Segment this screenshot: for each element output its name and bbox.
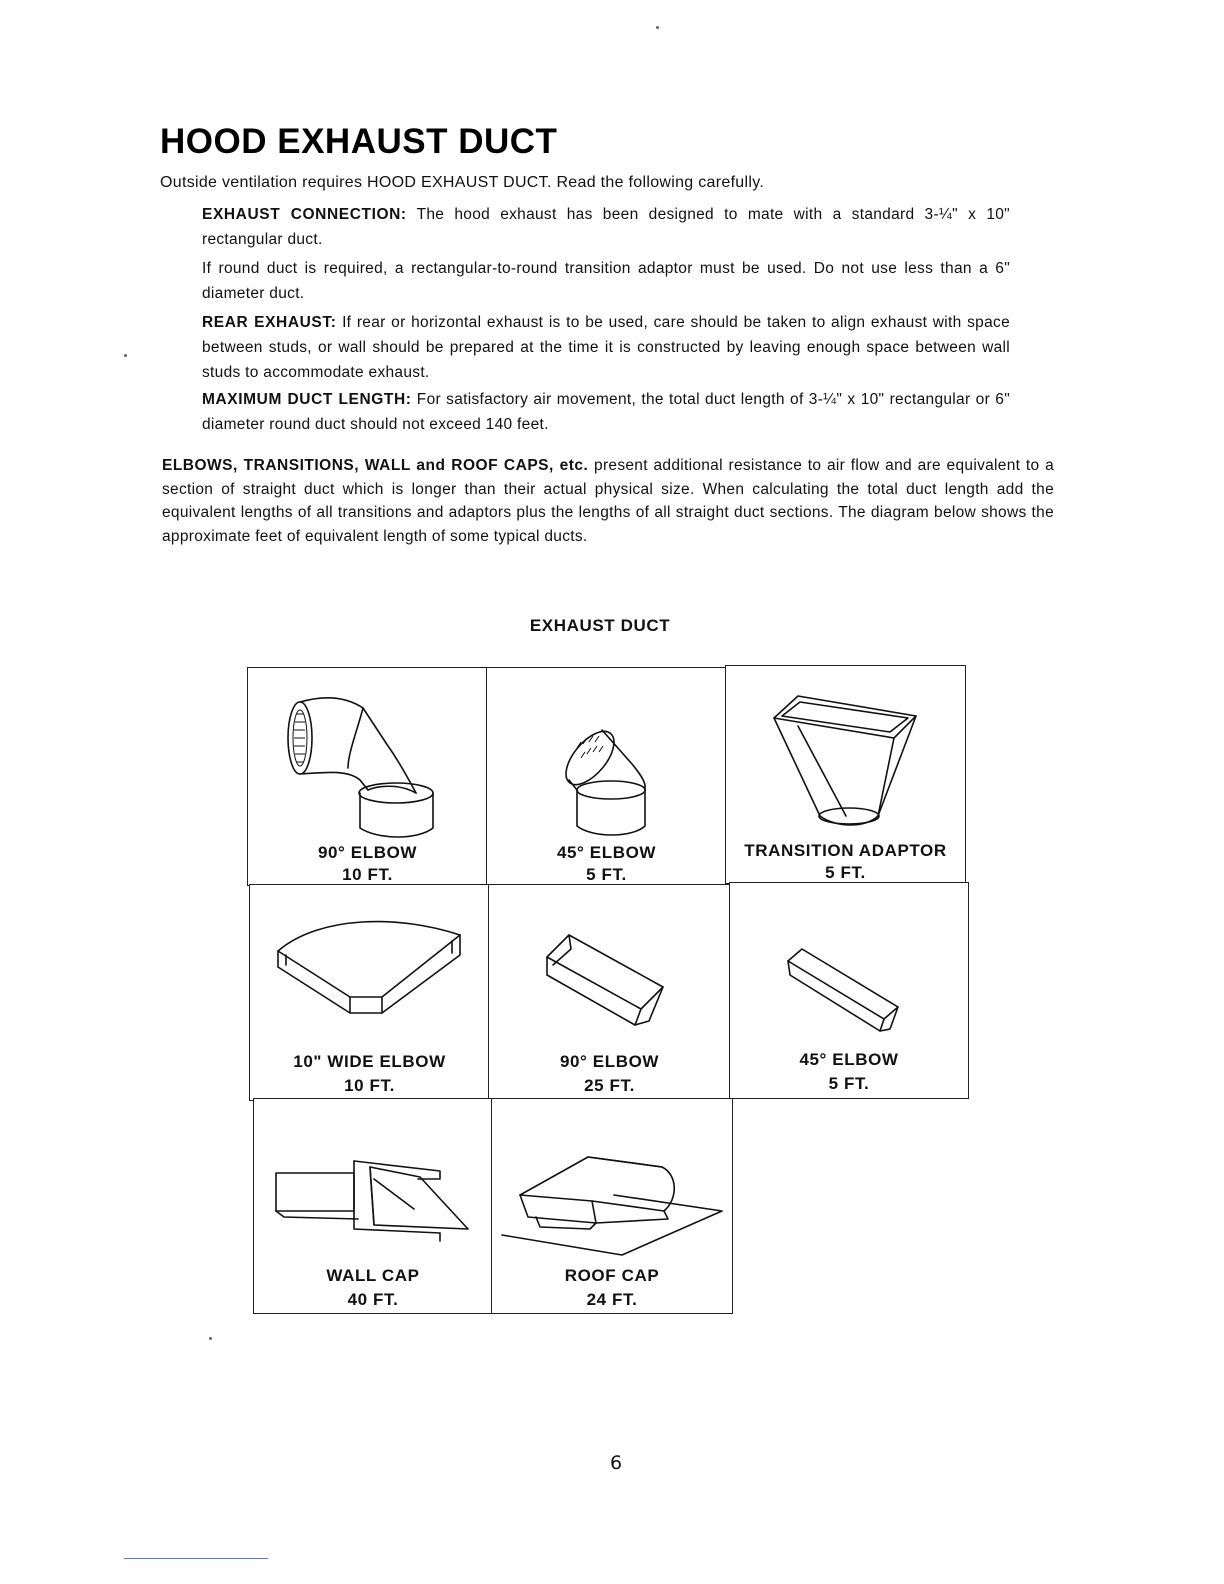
duct-length: 10 FT. [342, 865, 393, 884]
scan-speck [209, 1337, 212, 1340]
duct-length: 5 FT. [828, 1074, 870, 1093]
duct-name: ROOF CAP [564, 1266, 660, 1285]
round-duct-text: If round duct is required, a rectangular-to-round transition adaptor must be used. Do not use less than a 6" diameter duct. [202, 260, 1010, 302]
max-duct-length-text: For satisfactory air movement, the total duct length of 3-¼" x 10" rectangular or 6" diameter round duct should not exceed 140 feet. [202, 391, 1010, 433]
duct-name: WALL CAP [326, 1266, 420, 1285]
duct-length: 5 FT. [825, 863, 866, 882]
page-number: 6 [609, 1452, 623, 1474]
max-duct-length-heading: MAXIMUM DUCT LENGTH: [202, 391, 412, 408]
duct-cell-45-elbow [486, 667, 727, 886]
duct-cell-wall-cap [253, 1098, 493, 1314]
duct-cell-transition-adaptor [725, 665, 966, 884]
footer-divider [124, 1558, 268, 1559]
elbows-text: present additional resistance to air flow and are equivalent to a section of straight duct which is longer than their actual physical size. When calculating the total duct length add the equivalent lengths of all transitions and adaptors plus the lengths of all straight duct sections. The diagram below shows the approximate feet of equivalent length of some typical ducts. [162, 457, 1054, 545]
diagram-title: EXHAUST DUCT [529, 616, 671, 635]
duct-length: 10 FT. [344, 1076, 395, 1095]
exhaust-connection-text: The hood exhaust has been designed to mate with a standard 3-¼" x 10" rectangular duct. [202, 206, 1010, 248]
duct-name: 45° ELBOW [799, 1050, 899, 1069]
scan-speck [656, 26, 659, 29]
rear-exhaust-text: If rear or horizontal exhaust is to be used, care should be taken to align exhaust with space between studs, or wall should be prepared at the time it is constructed by leaving enough space between wall studs to accommodate exhaust. [202, 314, 1010, 381]
duct-name: 90° ELBOW [317, 843, 418, 862]
duct-name: 10" WIDE ELBOW [293, 1052, 446, 1071]
duct-length: 40 FT. [347, 1290, 399, 1309]
exhaust-connection-heading: EXHAUST CONNECTION: [202, 206, 407, 223]
duct-cell-90-elbow-rect [488, 884, 731, 1101]
exhaust-connection-paragraph [202, 202, 1010, 252]
rear-exhaust-paragraph [202, 310, 1010, 385]
duct-cell-10in-wide-elbow [249, 884, 490, 1101]
intro-text: Outside ventilation requires HOOD EXHAUST DUCT. Read the following carefully. [160, 174, 765, 191]
duct-length: 5 FT. [586, 865, 627, 884]
duct-length: 24 FT. [586, 1290, 638, 1309]
duct-name: 90° ELBOW [559, 1052, 660, 1071]
elbows-heading: ELBOWS, TRANSITIONS, WALL and ROOF CAPS, etc. [162, 457, 589, 474]
duct-cell-45-elbow-rect [729, 882, 969, 1099]
round-duct-paragraph [202, 256, 1010, 306]
duct-length: 25 FT. [584, 1076, 635, 1095]
rear-exhaust-heading: REAR EXHAUST: [202, 314, 337, 331]
page-title: HOOD EXHAUST DUCT [160, 122, 558, 161]
duct-cell-90-elbow [247, 667, 488, 886]
scan-speck [124, 354, 127, 357]
duct-cell-roof-cap [491, 1098, 733, 1314]
elbows-paragraph [162, 454, 1054, 548]
duct-name: 45° ELBOW [556, 843, 657, 862]
duct-name: TRANSITION ADAPTOR [744, 841, 947, 860]
max-duct-length-paragraph [202, 387, 1010, 437]
